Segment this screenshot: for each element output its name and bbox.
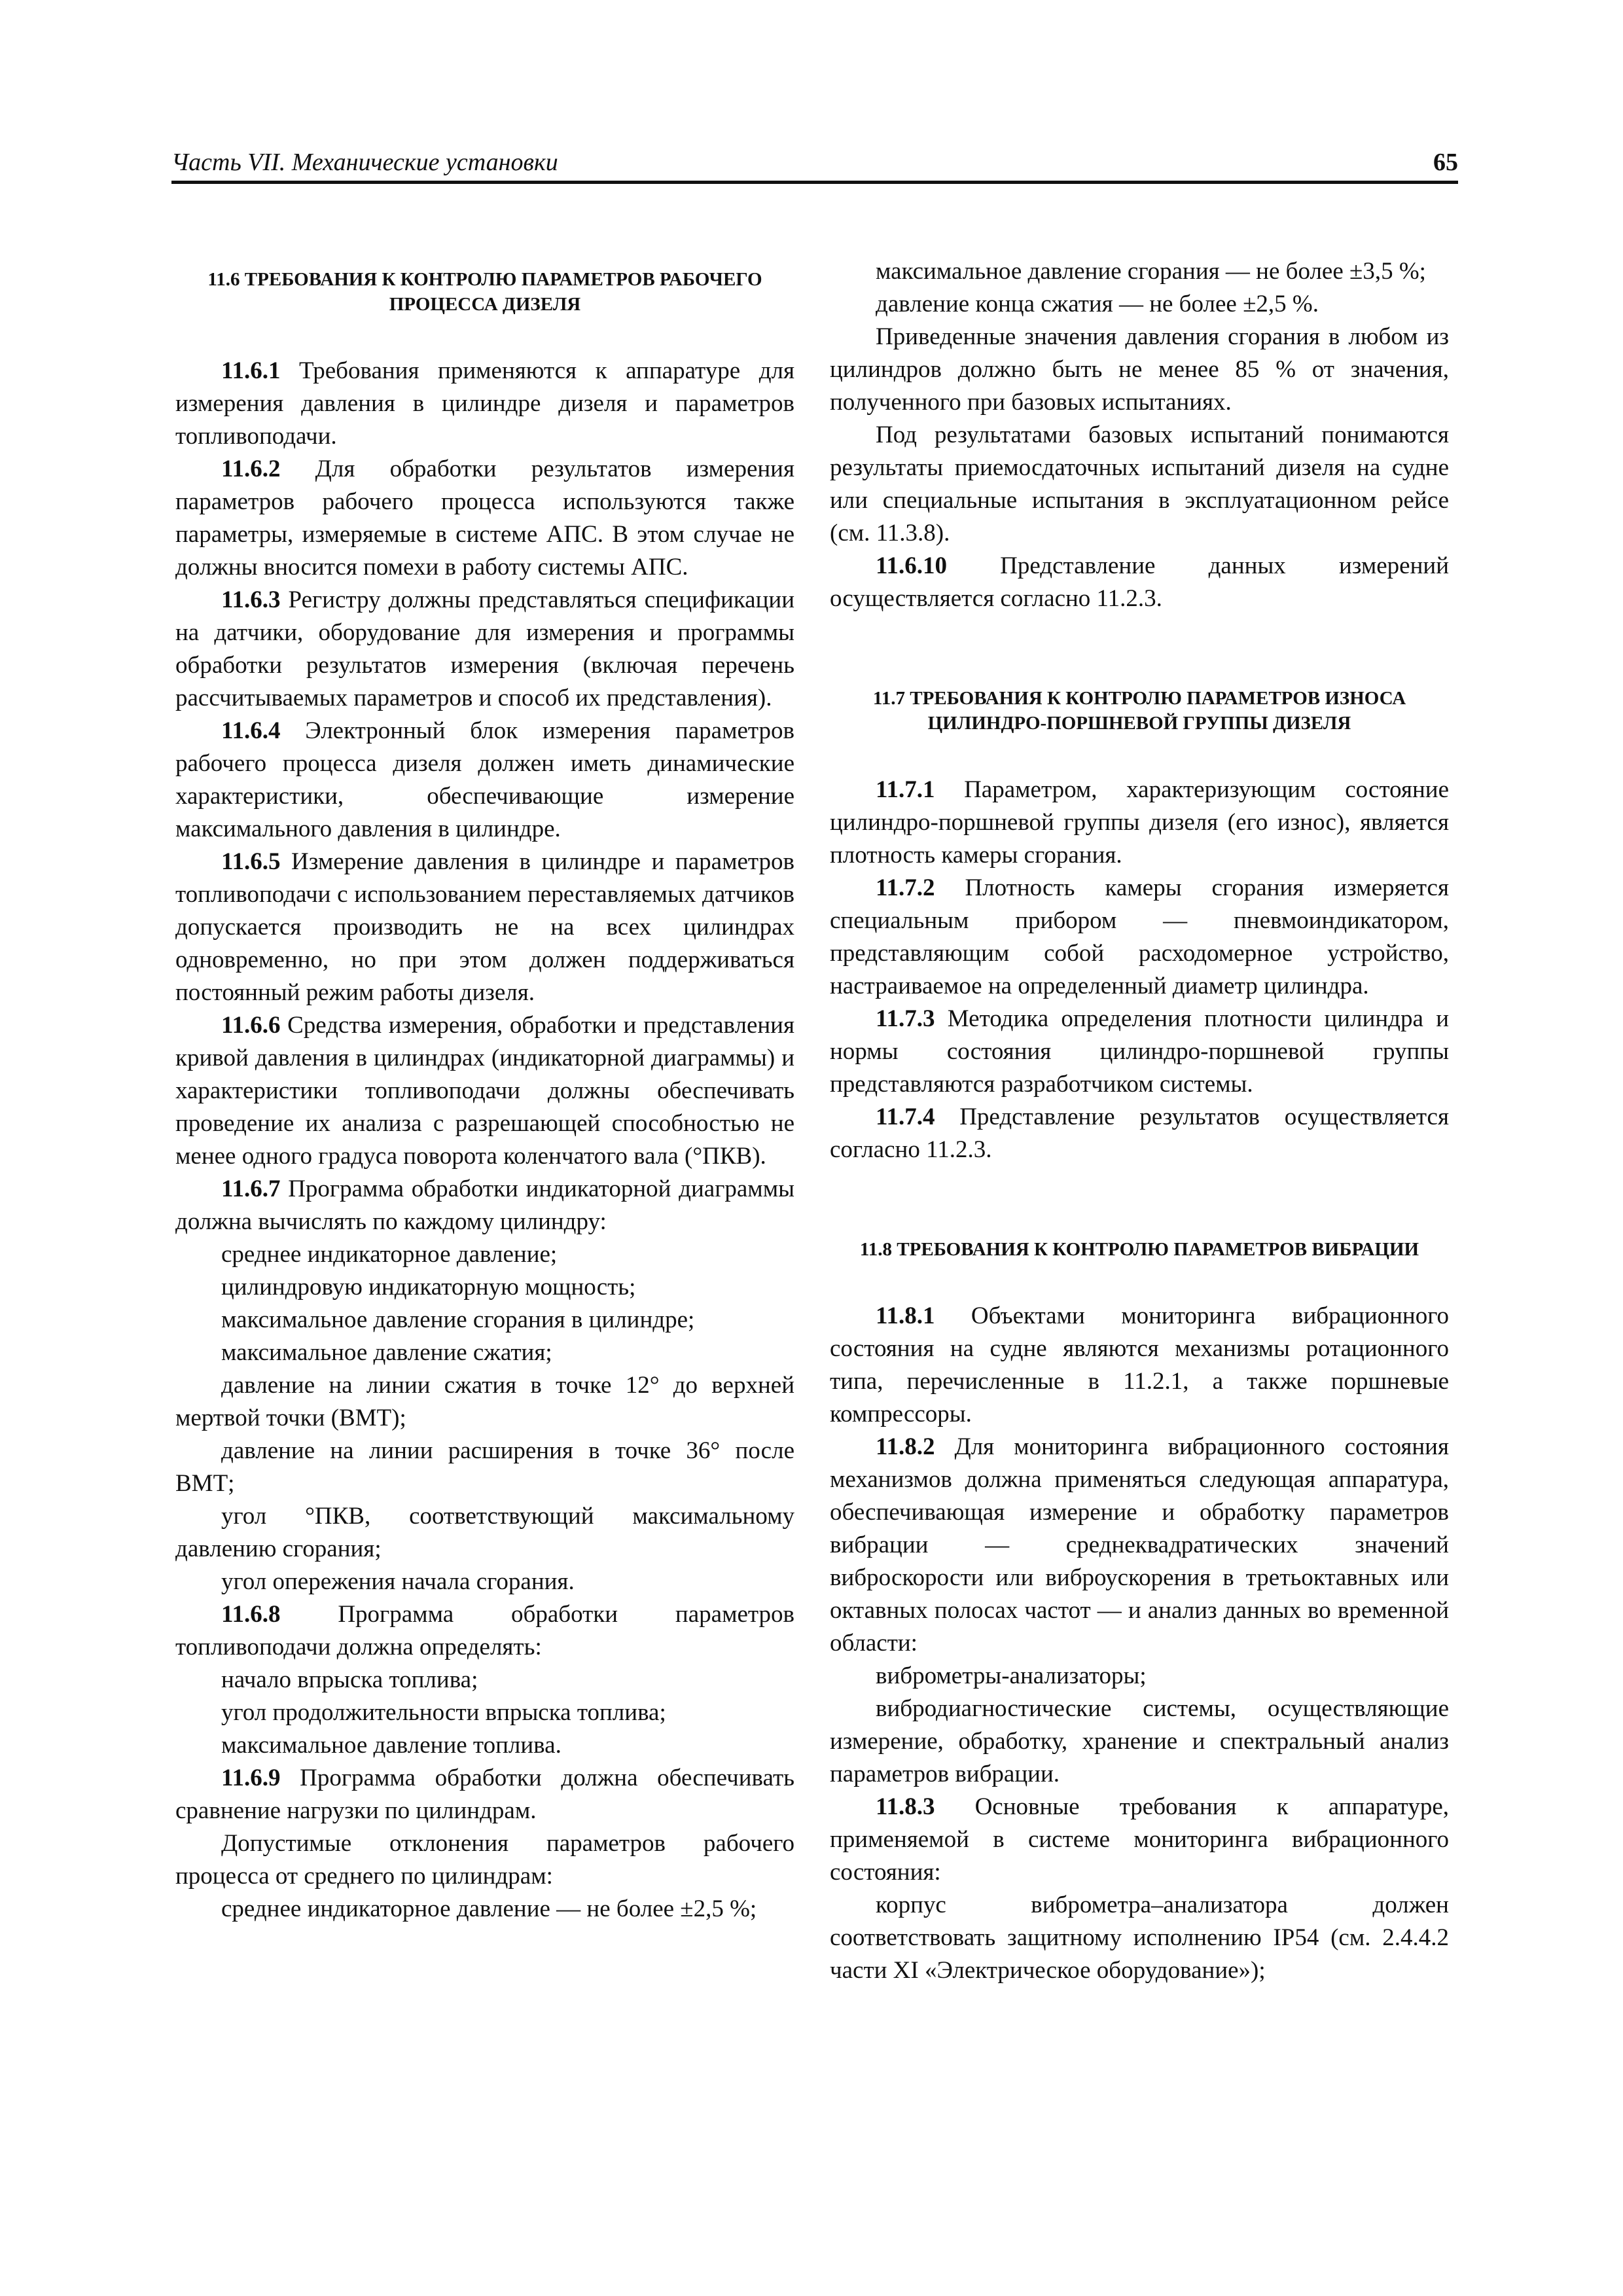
clause-number: 11.7.2 xyxy=(876,874,935,901)
paragraph-text: Представление данных измерений осуществляется согласно 11.2.3. xyxy=(830,552,1449,612)
paragraph-11-6-3 xyxy=(175,584,794,715)
clause-number: 11.6.2 xyxy=(221,456,281,482)
paragraph-11-6-10 xyxy=(830,550,1449,615)
clause-number: 11.7.3 xyxy=(876,1005,935,1032)
paragraph-base-tests: Под результатами базовых испытаний понимаются результаты приемосдаточных испытаний дизеля на судне или специальные испытания в эксплуатационном рейсе (см. 11.3.8). xyxy=(830,422,1449,547)
paragraph-11-8-1 xyxy=(830,1300,1449,1431)
paragraph-text: Программа обработки параметров топливоподачи должна определять: xyxy=(175,1601,794,1660)
list-item: начало впрыска топлива; xyxy=(221,1666,478,1693)
page-header xyxy=(171,145,1458,184)
paragraph-text: Параметром, характеризующим состояние цилиндро-поршневой группы дизеля (его износ), является плотность камеры сгорания. xyxy=(830,776,1449,869)
clause-number: 11.6.5 xyxy=(221,848,281,875)
paragraph-mean-pressure: среднее индикаторное давление — не более ±2,5 %; xyxy=(221,1895,757,1922)
paragraph-text: Объектами мониторинга вибрационного состояния на судне являются механизмы ротационного типа, перечисленные в 11.2.1, а также поршневые компрессоры. xyxy=(830,1302,1449,1427)
paragraph-11-6-9 xyxy=(175,1762,794,1827)
section-title-11-8: 11.8 ТРЕБОВАНИЯ К КОНТРОЛЮ ПАРАМЕТРОВ ВИБРАЦИИ xyxy=(859,1239,1419,1260)
paragraph-11-6-8 xyxy=(175,1598,794,1664)
clause-number: 11.6.3 xyxy=(221,586,281,613)
clause-number: 11.7.1 xyxy=(876,776,935,803)
paragraph-text: Представление результатов осуществляется согласно 11.2.3. xyxy=(830,1103,1449,1163)
paragraph-housing: корпус виброметра–анализатора должен соответствовать защитному исполнению IP54 (см. 2.4.4.2 части XI «Электрическое оборудование»); xyxy=(830,1892,1449,1984)
list-item: среднее индикаторное давление; xyxy=(221,1241,558,1268)
section-spacer xyxy=(830,1166,1449,1224)
list-item: максимальное давление топлива. xyxy=(221,1732,562,1759)
paragraph-11-6-1 xyxy=(175,355,794,453)
paragraph-max-combustion: максимальное давление сгорания — не более ±3,5 %; xyxy=(876,258,1426,285)
list-item: вибродиагностические системы, осуществляющие измерение, обработку, хранение и спектральный анализ параметров вибрации. xyxy=(830,1695,1449,1787)
clause-number: 11.8.3 xyxy=(876,1793,935,1820)
clause-number: 11.6.8 xyxy=(221,1601,281,1628)
right-column xyxy=(830,255,1449,1987)
paragraph-11-6-7 xyxy=(175,1173,794,1238)
left-column xyxy=(175,255,794,1926)
section-title-11-7: 11.7 ТРЕБОВАНИЯ К КОНТРОЛЮ ПАРАМЕТРОВ ИЗНОСА ЦИЛИНДРО-ПОРШНЕВОЙ ГРУППЫ ДИЗЕЛЯ xyxy=(872,688,1406,734)
paragraph-text: Плотность камеры сгорания измеряется специальным прибором — пневмоиндикатором, представляющим собой расходомерное устройство, настраиваемое на определенный диаметр цилиндра. xyxy=(830,874,1449,999)
page-number: 65 xyxy=(1433,149,1458,176)
paragraph-11-8-2 xyxy=(830,1431,1449,1660)
clause-number: 11.7.4 xyxy=(876,1103,935,1130)
paragraph-11-7-2 xyxy=(830,872,1449,1003)
list-item: давление на линии расширения в точке 36° после ВМТ; xyxy=(175,1437,794,1497)
paragraph-11-7-4 xyxy=(830,1101,1449,1166)
list-item: угол опережения начала сгорания. xyxy=(221,1568,575,1595)
paragraph-text: Средства измерения, обработки и представления кривой давления в цилиндрах (индикаторной диаграммы) и характеристики топливоподачи должны обеспечивать проведение их анализа с разрешающей способностью не менее одного градуса поворота коленчатого вала (°ПКВ). xyxy=(175,1012,794,1170)
section-title-11-6: 11.6 ТРЕБОВАНИЯ К КОНТРОЛЮ ПАРАМЕТРОВ РАБОЧЕГО ПРОЦЕССА ДИЗЕЛЯ xyxy=(207,269,762,315)
paragraph-text: Регистру должны представляться спецификации на датчики, оборудование для измерения и программы обработки результатов измерения (включая перечень рассчитываемых параметров и способ их представления). xyxy=(175,586,794,711)
paragraph-text: Измерение давления в цилиндре и параметров топливоподачи с использованием переставляемых датчиков допускается производить не на всех цилиндрах одновременно, но при этом должен поддерживаться постоянный режим работы дизеля. xyxy=(175,848,794,1006)
paragraph-11-7-3 xyxy=(830,1003,1449,1101)
clause-number: 11.6.1 xyxy=(221,357,281,384)
paragraph-text: Программа обработки должна обеспечивать сравнение нагрузки по цилиндрам. xyxy=(175,1765,794,1824)
section-spacer xyxy=(830,615,1449,673)
list-item: максимальное давление сгорания в цилиндре; xyxy=(221,1306,695,1333)
paragraph-text: Основные требования к аппаратуре, применяемой в системе мониторинга вибрационного состояния: xyxy=(830,1793,1449,1886)
clause-number: 11.6.6 xyxy=(221,1012,281,1039)
paragraph-text: Для мониторинга вибрационного состояния механизмов должна применяться следующая аппаратура, обеспечивающая измерение и обработку параметров вибрации — среднеквадратических значений виброскорости или виброускорения в третьоктавных или октавных полосах частот — и анализ данных во временной области: xyxy=(830,1433,1449,1657)
list-item: максимальное давление сжатия; xyxy=(221,1339,552,1366)
list-item: угол продолжительности впрыска топлива; xyxy=(221,1699,666,1726)
clause-number: 11.6.10 xyxy=(876,552,947,579)
running-title: Часть VII. Механические установки xyxy=(171,149,558,176)
paragraph-11-6-2 xyxy=(175,453,794,584)
paragraph-values: Приведенные значения давления сгорания в любом из цилиндров должно быть не менее 85 % от значения, полученного при базовых испытаниях. xyxy=(830,323,1449,416)
paragraph-text: Требования применяются к аппаратуре для измерения давления в цилиндре дизеля и параметров топливоподачи. xyxy=(175,357,794,450)
paragraph-11-6-4 xyxy=(175,715,794,846)
clause-number: 11.8.2 xyxy=(876,1433,935,1460)
clause-number: 11.6.7 xyxy=(221,1175,281,1202)
paragraph-text: Методика определения плотности цилиндра и нормы состояния цилиндро-поршневой группы представляются разработчиком системы. xyxy=(830,1005,1449,1098)
paragraph-11-7-1 xyxy=(830,774,1449,872)
list-item: давление на линии сжатия в точке 12° до верхней мертвой точки (ВМТ); xyxy=(175,1372,794,1431)
paragraph-11-8-3 xyxy=(830,1791,1449,1889)
paragraph-11-6-5 xyxy=(175,846,794,1009)
clause-number: 11.8.1 xyxy=(876,1302,935,1329)
paragraph-compression: давление конца сжатия — не более ±2,5 %. xyxy=(876,291,1319,317)
clause-number: 11.6.4 xyxy=(221,717,281,744)
list-item: угол °ПКВ, соответствующий максимальному давлению сгорания; xyxy=(175,1503,794,1562)
paragraph-text: Для обработки результатов измерения параметров рабочего процесса используются также параметры, измеряемые в системе АПС. В этом случае не должны вносится помехи в работу системы АПС. xyxy=(175,456,794,581)
clause-number: 11.6.9 xyxy=(221,1765,281,1791)
paragraph-deviations: Допустимые отклонения параметров рабочего процесса от среднего по цилиндрам: xyxy=(175,1830,794,1890)
paragraph-11-6-6 xyxy=(175,1009,794,1173)
list-item: виброметры-анализаторы; xyxy=(876,1662,1147,1689)
paragraph-text: Программа обработки индикаторной диаграммы должна вычислять по каждому цилиндру: xyxy=(175,1175,794,1235)
list-item: цилиндровую индикаторную мощность; xyxy=(221,1274,636,1300)
paragraph-text: Электронный блок измерения параметров рабочего процесса дизеля должен иметь динамические характеристики, обеспечивающие измерение максимального давления в цилиндре. xyxy=(175,717,794,842)
